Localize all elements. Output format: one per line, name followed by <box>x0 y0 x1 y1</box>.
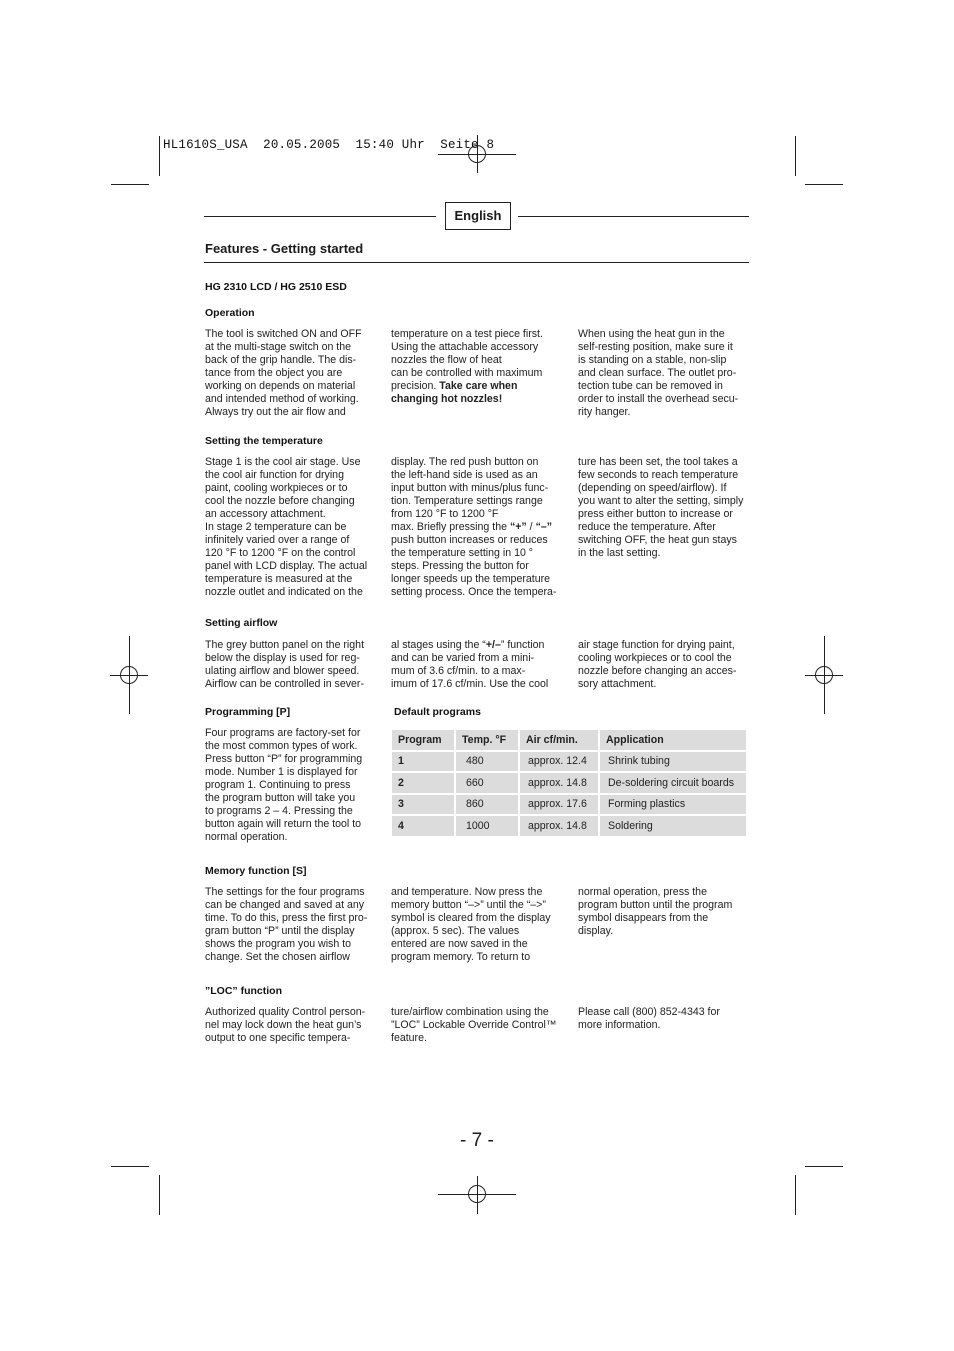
program-air: approx. 14.8 <box>520 773 598 793</box>
program-number: 2 <box>392 773 454 793</box>
program-temp: 660 <box>456 773 518 793</box>
program-air: approx. 17.6 <box>520 795 598 815</box>
memory-heading: Memory function [S] <box>205 865 307 877</box>
program-temp: 860 <box>456 795 518 815</box>
airflow-text-col2: al stages using the “+/–” function and can be varied from a mini- mum of 3.6 cf/min. to a max- imum of 17.6 cf/min. Use the cool <box>391 639 549 690</box>
temperature-text-col3: ture has been set, the tool takes a few seconds to reach temperature (depending on speed/airflow). If you want to alter the setting, simply press either button to increase or reduce the temperature. After switching OFF, the heat gun stays in the last setting. <box>578 456 744 559</box>
program-number: 4 <box>392 816 454 836</box>
programming-heading: Programming [P] <box>205 706 291 718</box>
title-rule <box>204 262 749 263</box>
operation-text-col2: temperature on a test piece first. Using the attachable accessory nozzles the flow of heat can be controlled with maximum precision. Take care when changing hot nozzles! <box>391 328 543 405</box>
crop-mark <box>111 184 149 185</box>
airflow-text-col1: The grey button panel on the right below the display is used for reg- ulating airflow and blower speed. Airflow can be controlled in sever- <box>205 639 365 690</box>
default-programs-heading: Default programs <box>394 706 481 718</box>
language-label: English <box>445 202 511 230</box>
memory-text-col3: normal operation, press the program button until the program symbol disappears from the display. <box>578 886 733 937</box>
program-application: De-soldering circuit boards <box>600 773 746 793</box>
crop-mark <box>159 136 160 176</box>
program-air: approx. 12.4 <box>520 752 598 772</box>
program-application: Soldering <box>600 816 746 836</box>
loc-text-col1: Authorized quality Control person- nel may lock down the heat gun’s output to one specific tempera- <box>205 1006 366 1044</box>
program-number: 3 <box>392 795 454 815</box>
crop-mark <box>111 1166 149 1167</box>
crop-mark <box>805 184 843 185</box>
header-rule-right <box>518 216 749 217</box>
table-row <box>392 816 746 836</box>
table-row <box>392 773 746 793</box>
program-temp: 1000 <box>456 816 518 836</box>
section-title: Features - Getting started <box>205 241 364 256</box>
column-header: Application <box>600 730 746 750</box>
programming-text: Four programs are factory-set for the most common types of work. Press button “P” for programming mode. Number 1 is displayed for program 1. Continuing to press the program button will take you to programs 2 – 4. Pressing the button again will return the tool to normal operation. <box>205 727 363 843</box>
memory-text-col2: and temperature. Now press the memory button “–>” until the “–>” symbol is cleared from the display (approx. 5 sec). The values entered are now saved in the program memory. To return to <box>391 886 551 963</box>
loc-text-col2: ture/airflow combination using the ”LOC” Lockable Override Control™ feature. <box>391 1006 557 1044</box>
table-row <box>392 795 746 815</box>
program-temp: 480 <box>456 752 518 772</box>
default-programs-table <box>390 728 748 838</box>
memory-text-col1: The settings for the four programs can be changed and saved at any time. To do this, press the first pro- gram button “P” until the display shows the program you wish to change. Set the chosen airflow <box>205 886 368 963</box>
program-number: 1 <box>392 752 454 772</box>
page-number: - 7 - <box>460 1130 494 1151</box>
operation-text-col3: When using the heat gun in the self-resting position, make sure it is standing on a stable, non-slip and clean surface. The outlet pro- tection tube can be removed in order to install the overhead secu- rity hanger. <box>578 328 739 418</box>
airflow-heading: Setting airflow <box>205 617 278 629</box>
temperature-heading: Setting the temperature <box>205 435 323 447</box>
warning-text: Take care when changing hot nozzles! <box>391 379 518 405</box>
program-application: Forming plastics <box>600 795 746 815</box>
temperature-text-col2: display. The red push button on the left-hand side is used as an input button with minus/plus func- tion. Temperature settings range from 120 °F to 1200 °F max. Briefly pressing the “+” / “–” push button increases or reduces the temperature setting in 10 ° steps. Pressing the button for longer speeds up the temperature setting process. Once the tempera- <box>391 456 557 598</box>
table-header-row <box>392 730 746 750</box>
table-row <box>392 752 746 772</box>
model-heading: HG 2310 LCD / HG 2510 ESD <box>205 281 347 293</box>
column-header: Air cf/min. <box>520 730 598 750</box>
loc-heading: ”LOC” function <box>205 985 282 997</box>
column-header: Temp. °F <box>456 730 518 750</box>
operation-heading: Operation <box>205 307 255 319</box>
program-air: approx. 14.8 <box>520 816 598 836</box>
crop-mark <box>795 136 796 176</box>
program-application: Shrink tubing <box>600 752 746 772</box>
header-rule-left <box>204 216 436 217</box>
crop-mark <box>805 1166 843 1167</box>
airflow-text-col3: air stage function for drying paint, cooling workpieces or to cool the nozzle before changing an acces- sory attachment. <box>578 639 737 690</box>
operation-text-col1: The tool is switched ON and OFF at the multi-stage switch on the back of the grip handle. The dis- tance from the object you are working on depends on material and intended method of working. Always try out the air flow and <box>205 328 362 418</box>
loc-text-col3: Please call (800) 852-4343 for more information. <box>578 1006 720 1031</box>
print-slug: HL1610S_USA 20.05.2005 15:40 Uhr Seite 8 <box>163 138 495 152</box>
column-header: Program <box>392 730 454 750</box>
crop-mark <box>795 1175 796 1215</box>
temperature-text-col1: Stage 1 is the cool air stage. Use the cool air function for drying paint, cooling workpieces or to cool the nozzle before changing an accessory attachment. In stage 2 temperature can be infinitely varied over a range of 120 °F to 1200 °F on the control panel with LCD display. The actual temperature is measured at the nozzle outlet and indicated on the <box>205 456 368 598</box>
crop-mark <box>159 1175 160 1215</box>
